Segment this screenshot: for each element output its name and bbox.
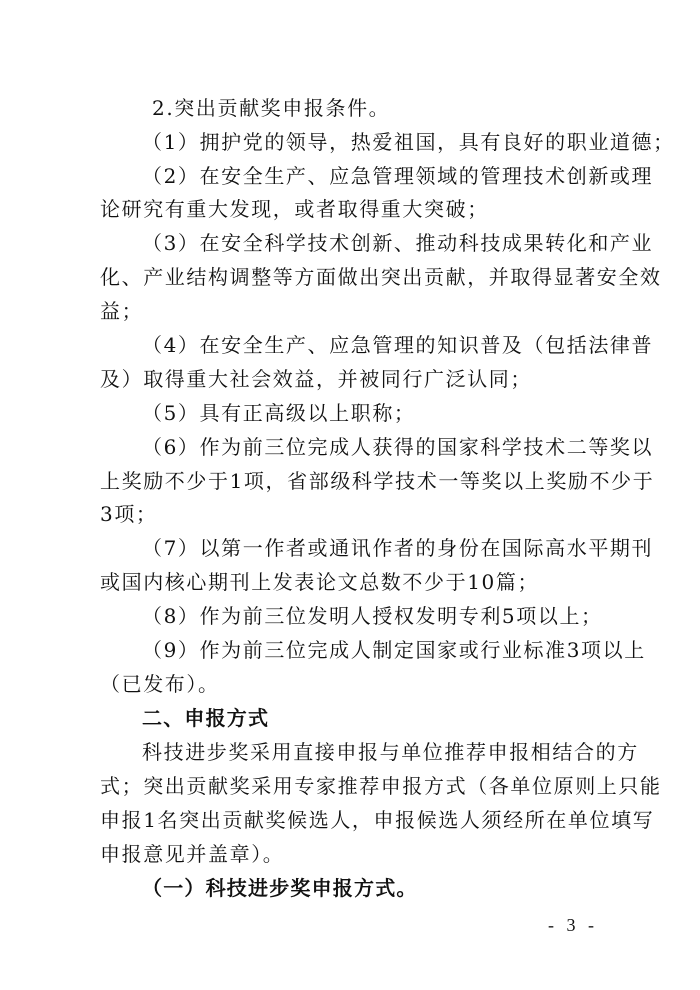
text-line: （2）在安全生产、应急管理领域的管理技术创新或理 bbox=[142, 164, 654, 188]
text-line: 或国内核心期刊上发表论文总数不少于10篇； bbox=[100, 570, 540, 594]
text-line: 论研究有重大发现，或者取得重大突破； bbox=[100, 197, 489, 221]
text-line: 申报意见并盖章）。 bbox=[100, 842, 285, 866]
text-line: 科技进步奖采用直接申报与单位推荐申报相结合的方 bbox=[142, 740, 639, 764]
section-heading: 二、申报方式 bbox=[142, 706, 270, 730]
page-number: - 3 - bbox=[548, 915, 598, 935]
text-line: （5）具有正高级以上职称； bbox=[142, 401, 416, 425]
text-line: （4）在安全生产、应急管理的知识普及（包括法律普 bbox=[142, 333, 654, 357]
text-line: 2.突出贡献奖申报条件。 bbox=[152, 96, 391, 120]
text-line: （已发布）。 bbox=[100, 672, 220, 696]
text-line: 益； bbox=[100, 299, 144, 323]
text-line: （8）作为前三位发明人授权发明专利5项以上； bbox=[142, 604, 603, 628]
subsection-heading: （一）科技进步奖申报方式。 bbox=[142, 876, 418, 900]
text-line: （6）作为前三位完成人获得的国家科学技术二等奖以 bbox=[142, 435, 654, 459]
text-line: 上奖励不少于1项，省部级科学技术一等奖以上奖励不少于 bbox=[100, 469, 655, 493]
text-line: （1）拥护党的领导，热爱祖国，具有良好的职业道德； bbox=[142, 130, 675, 154]
text-line: 式；突出贡献奖采用专家推荐申报方式（各单位原则上只能 bbox=[100, 774, 662, 798]
text-line: 3项； bbox=[100, 502, 158, 526]
text-line: （3）在安全科学技术创新、推动科技成果转化和产业 bbox=[142, 231, 654, 255]
text-line: 申报1名突出贡献奖候选人，申报候选人须经所在单位填写 bbox=[100, 808, 655, 832]
text-line: （9）作为前三位完成人制定国家或行业标准3项以上 bbox=[142, 638, 646, 662]
text-line: （7）以第一作者或通讯作者的身份在国际高水平期刊 bbox=[142, 536, 654, 560]
text-line: 化、产业结构调整等方面做出突出贡献，并取得显著安全效 bbox=[100, 265, 662, 289]
text-line: 及）取得重大社会效益，并被同行广泛认同； bbox=[100, 367, 532, 391]
